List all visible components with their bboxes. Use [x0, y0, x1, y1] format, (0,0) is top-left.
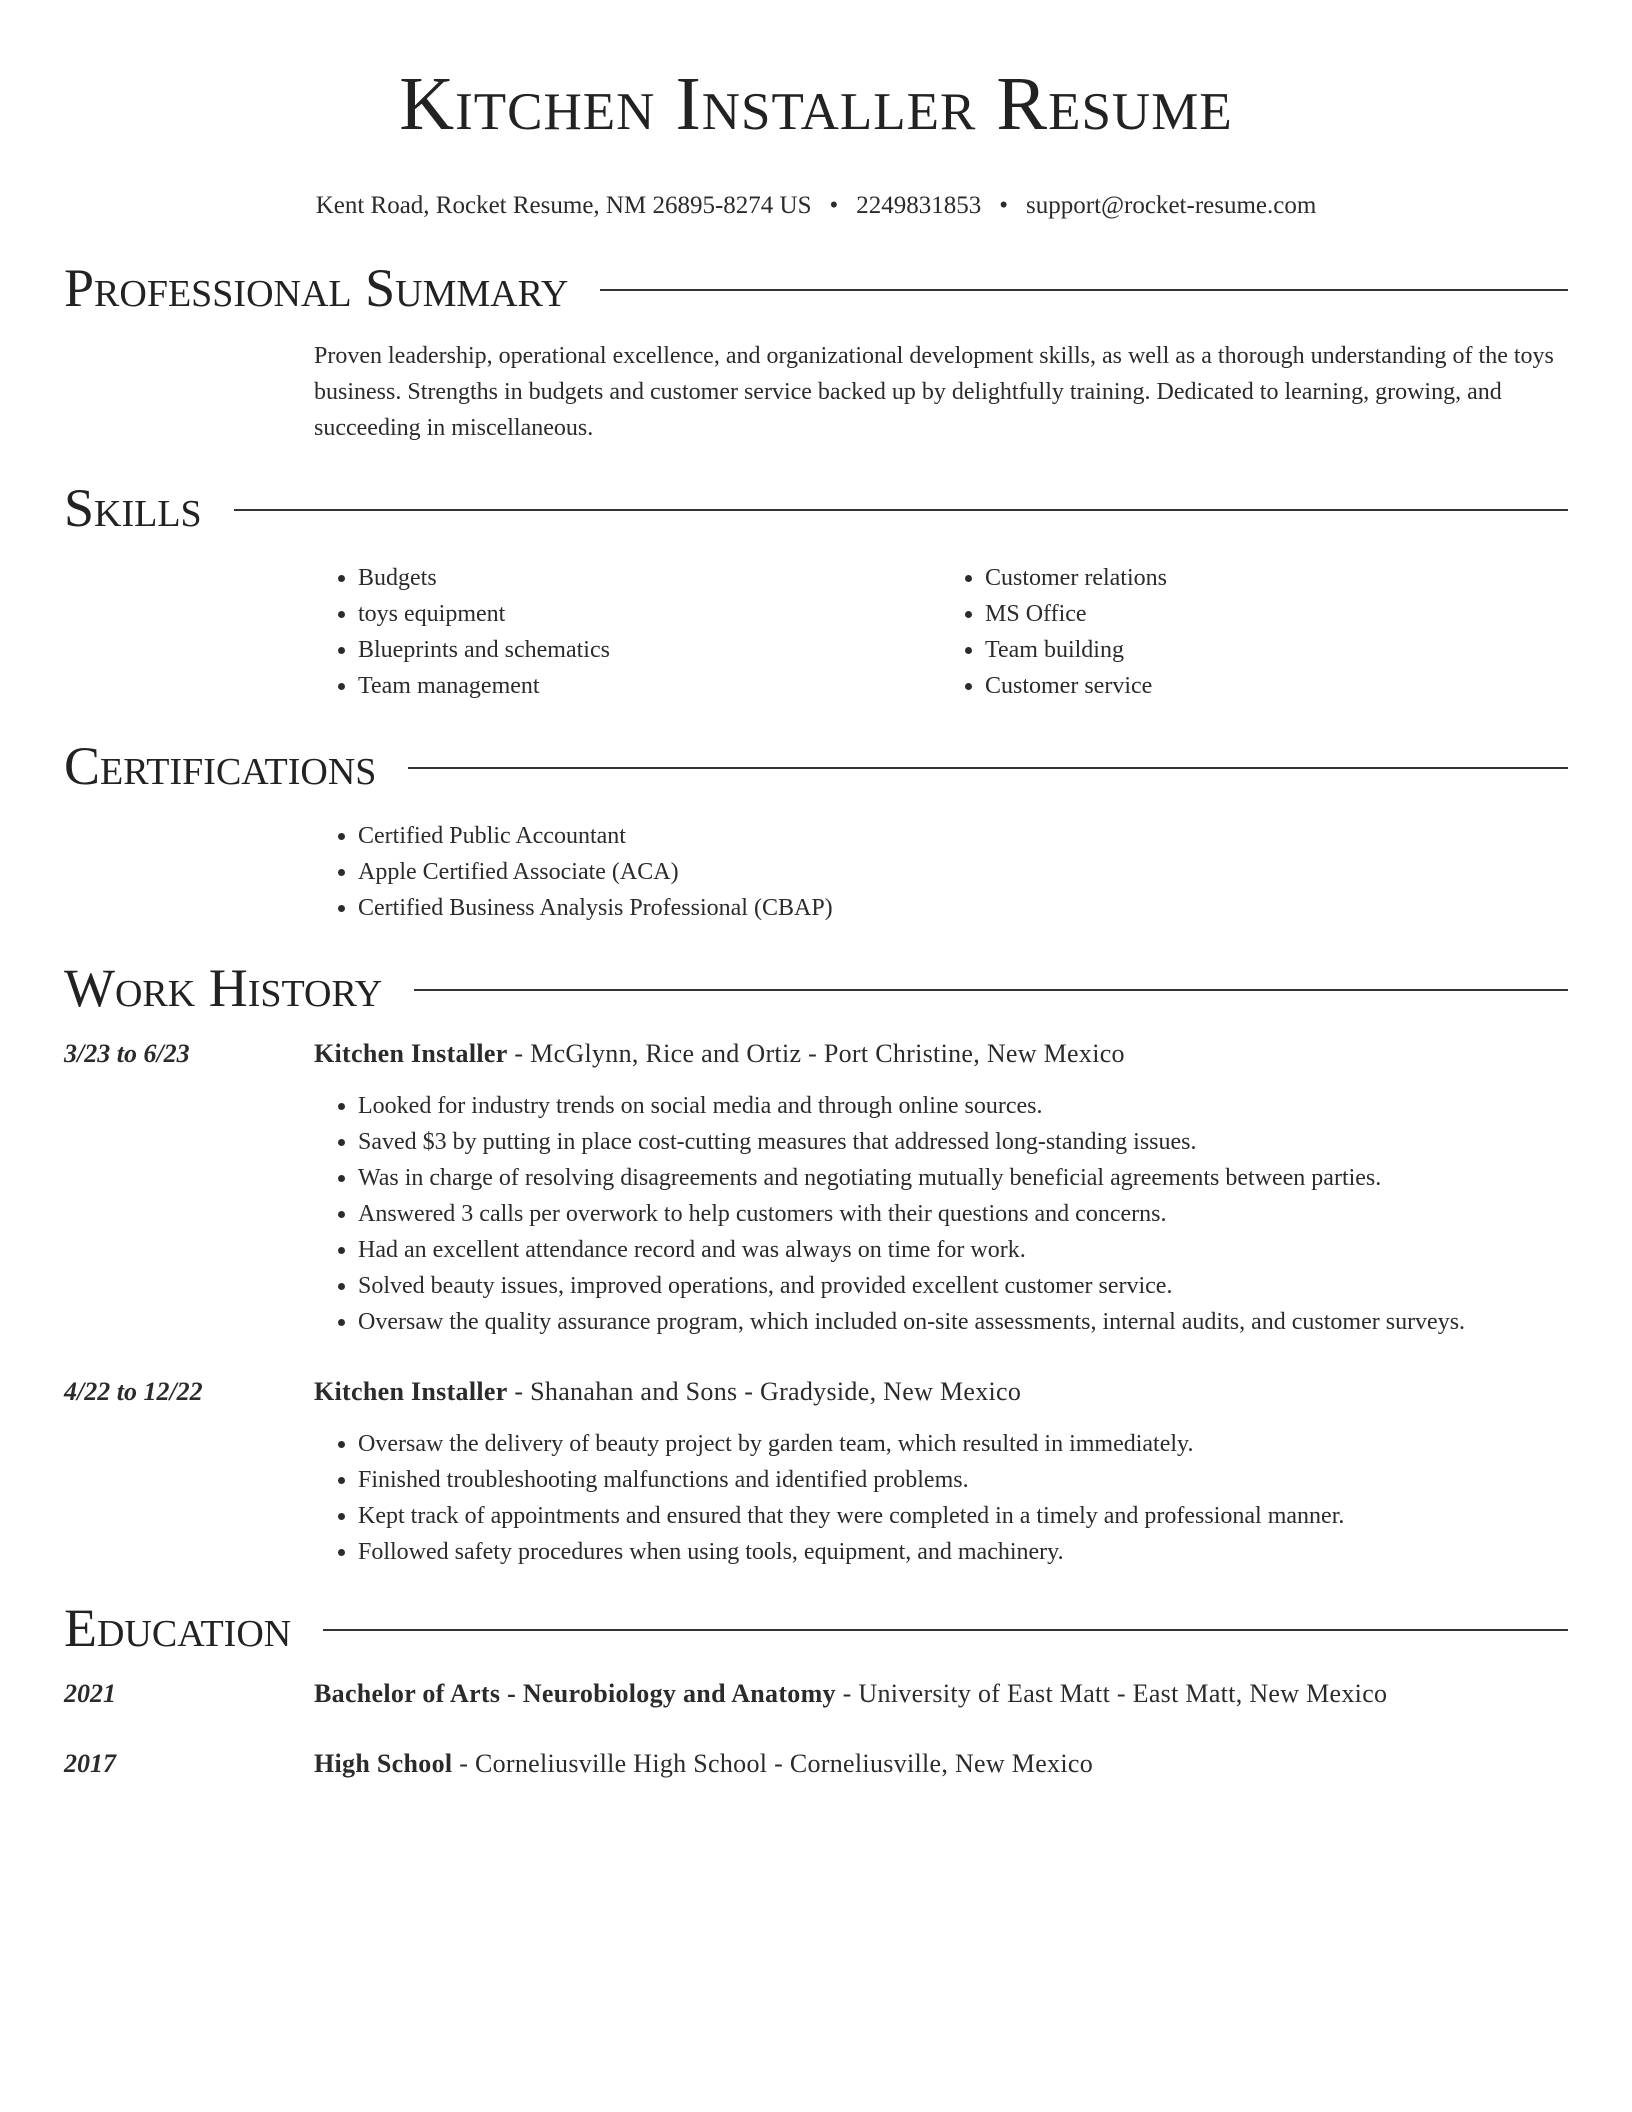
summary-heading: Professional Summary	[64, 258, 569, 318]
contact-email[interactable]: support@rocket-resume.com	[1026, 192, 1317, 219]
education-header-line	[314, 1676, 1568, 1712]
job-employer: - McGlynn, Rice and Ortiz - Port Christine, New Mexico	[507, 1039, 1125, 1068]
contact-address: Kent Road, Rocket Resume, NM 26895-8274 US	[315, 192, 812, 219]
education-header	[64, 1596, 1568, 1660]
certifications-body	[314, 818, 1568, 926]
skill-item: • Customer service	[985, 668, 1568, 704]
work-history-section	[64, 956, 1568, 1570]
skills-list-right	[941, 560, 1568, 704]
certifications-section	[64, 734, 1568, 926]
job-bullets	[314, 1088, 1568, 1340]
job-bullet: • Oversaw the quality assurance program, which included on-site assessments, internal audits, and customer surveys.	[358, 1304, 1568, 1340]
certification-item: • Apple Certified Associate (ACA)	[358, 854, 1568, 890]
work-history-heading: Work History	[64, 958, 383, 1018]
contact-separator: •	[829, 192, 839, 219]
certification-item: • Certified Public Accountant	[358, 818, 1568, 854]
job-bullet: • Finished troubleshooting malfunctions and identified problems.	[358, 1462, 1568, 1498]
education-heading: Education	[64, 1598, 292, 1658]
skill-item: • Customer relations	[985, 560, 1568, 596]
education-degree: High School	[314, 1749, 453, 1778]
education-details	[314, 1676, 1568, 1712]
certifications-header	[64, 734, 1568, 798]
education-details	[314, 1746, 1568, 1782]
skill-item: • Team management	[358, 668, 941, 704]
job-details	[314, 1374, 1568, 1570]
job-bullet: • Saved $3 by putting in place cost-cutting measures that addressed long-standing issues.	[358, 1124, 1568, 1160]
skills-heading: Skills	[64, 478, 202, 538]
job-details	[314, 1036, 1568, 1340]
contact-phone: 2249831853	[856, 192, 982, 219]
job-bullet: • Had an excellent attendance record and was always on time for work.	[358, 1232, 1568, 1268]
job-bullet: • Answered 3 calls per overwork to help customers with their questions and concerns.	[358, 1196, 1568, 1232]
section-divider	[408, 767, 1568, 769]
education-entry	[64, 1746, 1568, 1782]
education-year: 2021	[64, 1679, 116, 1708]
job-bullet: • Oversaw the delivery of beauty project by garden team, which resulted in immediately.	[358, 1426, 1568, 1462]
skill-item: • toys equipment	[358, 596, 941, 632]
contact-separator: •	[999, 192, 1009, 219]
certification-item: • Certified Business Analysis Professional (CBAP)	[358, 890, 1568, 926]
job-header	[314, 1374, 1568, 1410]
job-title: Kitchen Installer	[314, 1039, 508, 1068]
skills-body	[314, 560, 1568, 704]
resume-title: Kitchen Installer Resume	[399, 62, 1233, 146]
job-entry	[64, 1374, 1568, 1570]
skill-item: • Team building	[985, 632, 1568, 668]
work-history-header	[64, 956, 1568, 1020]
education-year: 2017	[64, 1749, 116, 1778]
job-bullet: • Solved beauty issues, improved operations, and provided excellent customer service.	[358, 1268, 1568, 1304]
skill-item: • Blueprints and schematics	[358, 632, 941, 668]
job-bullet: • Was in charge of resolving disagreements and negotiating mutually beneficial agreements between parties.	[358, 1160, 1568, 1196]
job-bullet: • Followed safety procedures when using tools, equipment, and machinery.	[358, 1534, 1568, 1570]
contact-line	[64, 190, 1568, 222]
education-school: - Corneliusville High School - Corneliusville, New Mexico	[452, 1749, 1093, 1778]
skills-header	[64, 476, 1568, 540]
job-entry	[64, 1036, 1568, 1340]
job-dates: 4/22 to 12/22	[64, 1377, 203, 1406]
skill-item: • Budgets	[358, 560, 941, 596]
section-divider	[414, 989, 1568, 991]
job-bullets	[314, 1426, 1568, 1570]
skills-list-left	[314, 560, 941, 704]
skill-item: • MS Office	[985, 596, 1568, 632]
skills-section	[64, 476, 1568, 704]
job-bullet: • Kept track of appointments and ensured that they were completed in a timely and professional manner.	[358, 1498, 1568, 1534]
summary-body	[314, 338, 1568, 446]
education-degree: Bachelor of Arts - Neurobiology and Anatomy	[314, 1679, 836, 1708]
education-section	[64, 1596, 1568, 1782]
job-bullet: • Looked for industry trends on social media and through online sources.	[358, 1088, 1568, 1124]
job-dates: 3/23 to 6/23	[64, 1039, 190, 1068]
section-divider	[600, 289, 1568, 291]
certifications-heading: Certifications	[64, 736, 377, 796]
section-divider	[234, 509, 1568, 511]
job-employer: - Shanahan and Sons - Gradyside, New Mexico	[507, 1377, 1022, 1406]
section-divider	[323, 1629, 1568, 1631]
education-entry	[64, 1676, 1568, 1712]
job-title: Kitchen Installer	[314, 1377, 508, 1406]
education-school: - University of East Matt - East Matt, New Mexico	[835, 1679, 1388, 1708]
summary-text: Proven leadership, operational excellence, and organizational development skills, as well as a thorough understanding of the toys business. Strengths in budgets and customer service backed up by delightfully training. Dedicated to learning, growing, and succeeding in miscellaneous.	[314, 343, 1554, 441]
certifications-list	[314, 818, 1568, 926]
summary-header	[64, 256, 1568, 320]
summary-section	[64, 256, 1568, 446]
education-header-line	[314, 1746, 1568, 1782]
job-header	[314, 1036, 1568, 1072]
